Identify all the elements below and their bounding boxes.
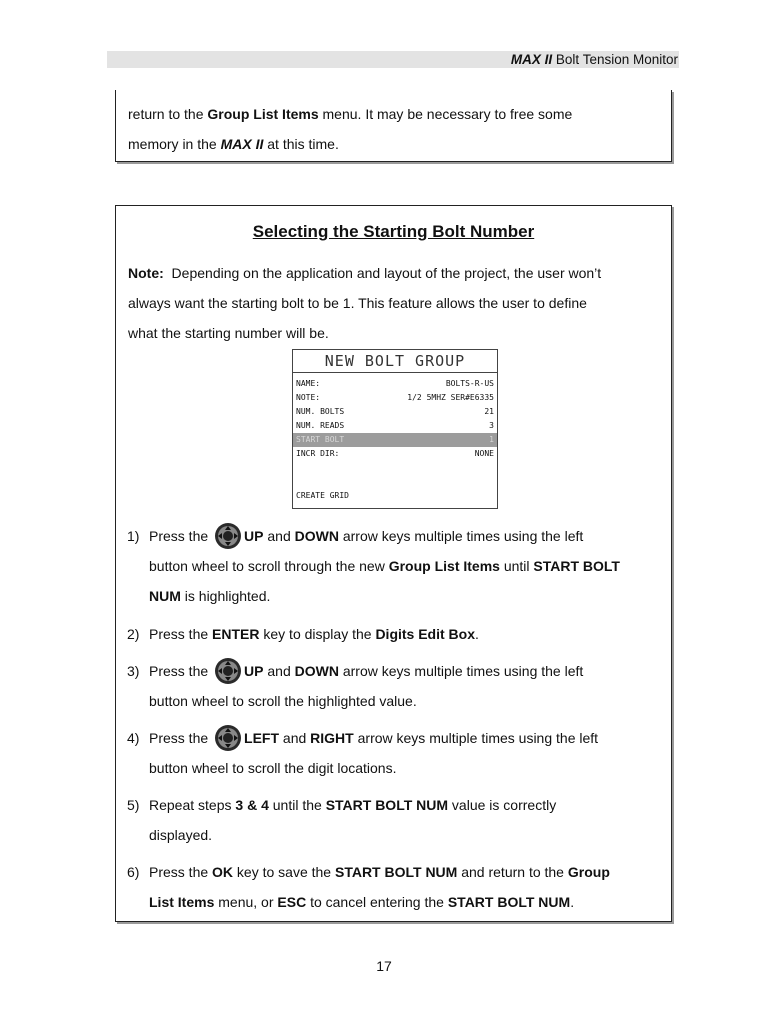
screen-footer: CREATE GRID xyxy=(296,491,349,500)
button-wheel-icon xyxy=(214,657,242,685)
step-5: 5) Repeat steps 3 & 4 until the START BOLT NUM value is correctly displayed. xyxy=(127,797,557,843)
note-line-3: what the starting number will be. xyxy=(128,325,329,341)
note-line-2: always want the starting bolt to be 1. This feature allows the user to define xyxy=(128,295,587,311)
step-6: 6) Press the OK key to save the START BOLT NUM and return to the Group List Items menu, or ESC to cancel entering the START BOLT NUM. xyxy=(127,864,610,910)
section-box xyxy=(115,205,672,922)
button-wheel-icon xyxy=(214,522,242,550)
screen-row-start-bolt: START BOLT 1 xyxy=(293,433,497,447)
step-4: 4) Press the LEFT and RIGHT arrow keys multiple times using the left button wheel to scroll the digit locations. xyxy=(127,723,657,783)
continued-line-1: return to the Group List Items menu. It may be necessary to free some xyxy=(128,106,573,122)
step-1: 1) Press the UP and DOWN arrow keys multiple times using the left button wheel to scroll through the new Group List Items until START BOLT NUM is highlighted. xyxy=(127,521,657,611)
continued-line-2: memory in the MAX II at this time. xyxy=(128,136,339,152)
device-screen xyxy=(292,349,498,509)
screen-row-num-reads: NUM. READS 3 xyxy=(296,421,494,430)
page-number: 17 xyxy=(376,958,392,974)
screen-row-note: NOTE: 1/2 5MHZ SER#E6335 xyxy=(296,393,494,402)
step-3: 3) Press the UP and DOWN arrow keys multiple times using the left button wheel to scroll the highlighted value. xyxy=(127,656,657,716)
screen-row-name: NAME: BOLTS-R-US xyxy=(296,379,494,388)
screen-rows xyxy=(293,373,497,461)
screen-title: NEW BOLT GROUP xyxy=(293,350,497,373)
section-title: Selecting the Starting Bolt Number xyxy=(252,222,535,241)
screen-row-incr-dir: INCR DIR: NONE xyxy=(296,449,494,458)
header-brand: MAX II xyxy=(510,52,553,67)
running-header xyxy=(511,51,678,68)
note-line-1: Note: Depending on the application and layout of the project, the user won’t xyxy=(128,265,602,281)
button-wheel-icon xyxy=(214,724,242,752)
step-2: 2) Press the ENTER key to display the Digits Edit Box. xyxy=(127,626,479,642)
header-title: Bolt Tension Monitor xyxy=(555,52,678,67)
screen-row-num-bolts: NUM. BOLTS 21 xyxy=(296,407,494,416)
continued-box xyxy=(115,90,672,162)
